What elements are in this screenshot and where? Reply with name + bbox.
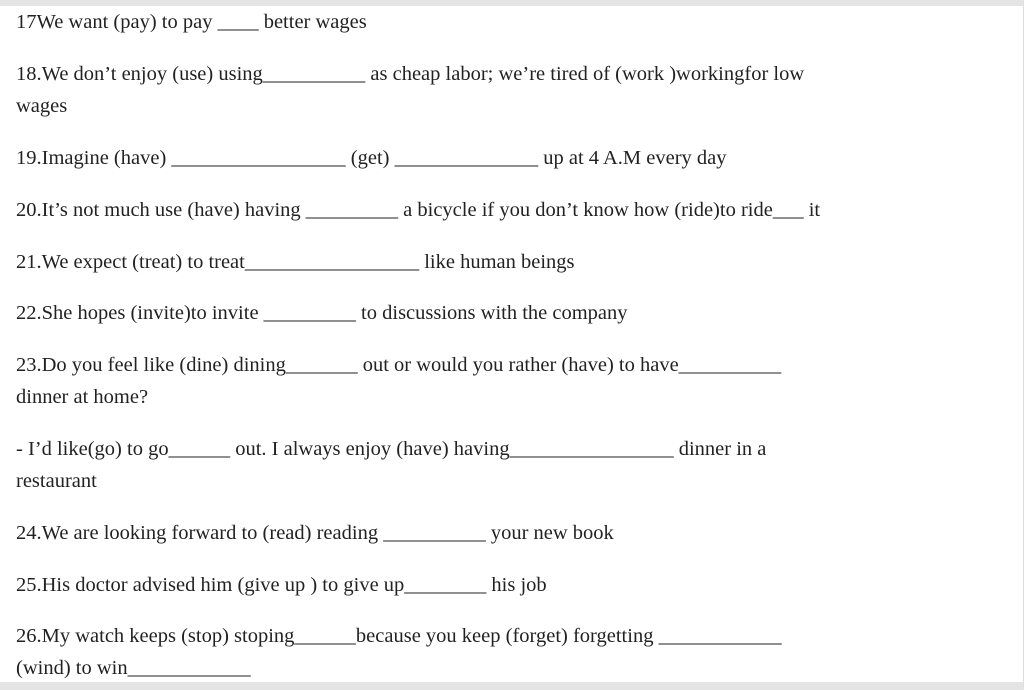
exercise-18-text: 18.We don’t enjoy (use) using__________ as cheap labor; we’re tired of (work )workingfor low — [16, 63, 805, 85]
exercise-25-text: 25.His doctor advised him (give up ) to give up________ his job — [16, 574, 547, 596]
exercise-26-continuation: (wind) to win____________ — [16, 657, 251, 679]
exercise-24-text: 24.We are looking forward to (read) reading __________ your new book — [16, 522, 614, 544]
exercise-23-continuation: dinner at home? — [16, 386, 149, 408]
exercise-22-text: 22.She hopes (invite)to invite _________ to discussions with the company — [16, 302, 628, 324]
exercise-18-continuation: wages — [16, 95, 68, 117]
exercise-23-text: 23.Do you feel like (dine) dining_______ out or would you rather (have) to have__________ — [16, 354, 782, 376]
exercise-26-text: 26.My watch keeps (stop) stoping______because you keep (forget) forgetting ____________ — [16, 625, 782, 647]
exercise-17-text: 17We want (pay) to pay ____ better wages — [16, 11, 367, 33]
exercise-21-text: 21.We expect (treat) to treat_________________ like human beings — [16, 251, 575, 273]
exercise-23-reply-text: - I’d like(go) to go______ out. I always enjoy (have) having________________ dinner in a — [16, 438, 767, 460]
exercise-23-reply-continuation: restaurant — [16, 470, 97, 492]
exercise-19-text: 19.Imagine (have) _________________ (get) ______________ up at 4 A.M every day — [16, 147, 727, 169]
exercise-20-text: 20.It’s not much use (have) having _________ a bicycle if you don’t know how (ride)to ride___ it — [16, 199, 821, 221]
